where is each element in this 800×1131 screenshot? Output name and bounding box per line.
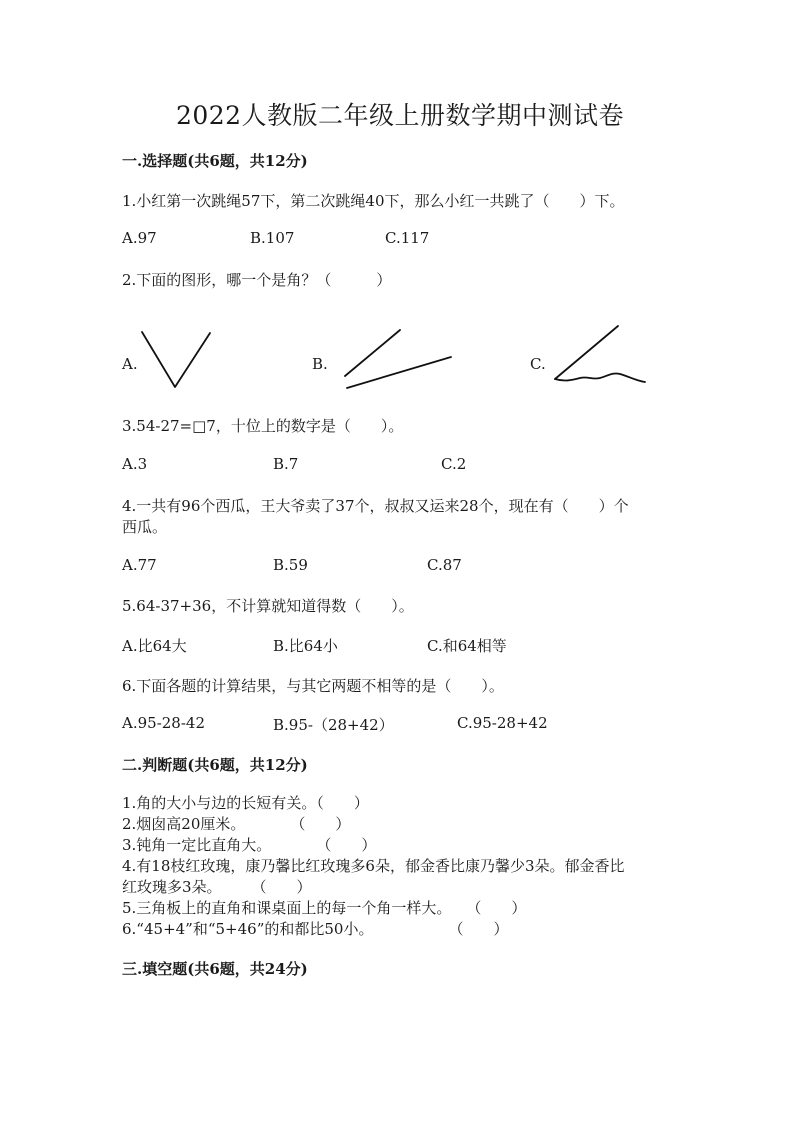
- question-1: 1.小红第一次跳绳57下，第二次跳绳40下，那么小红一共跳了（ ）下。: [122, 192, 625, 210]
- section-heading-fill-in: 三.填空题(共6题，共24分): [122, 960, 308, 978]
- figure-c-curve: [555, 326, 645, 382]
- option-3b: B.7: [273, 455, 299, 473]
- option-5a: A.比64大: [122, 637, 187, 655]
- option-1c: C.117: [385, 229, 430, 247]
- option-5c: C.和64相等: [427, 637, 507, 655]
- judge-item-4-line2: 红玫瑰多3朵。 （ ）: [122, 878, 312, 896]
- question-2: 2.下面的图形，哪一个是角？（ ）: [122, 271, 392, 289]
- option-2c: C.: [530, 355, 546, 373]
- judge-item-6: 6.“45+4”和“5+46”的和都比50小。 （ ）: [122, 920, 509, 938]
- option-4a: A.77: [122, 556, 157, 574]
- question-4-line1: 4.一共有96个西瓜，王大爷卖了37个，叔叔又运来28个，现在有（ ）个: [122, 497, 629, 515]
- section-heading-true-false: 二.判断题(共6题，共12分): [122, 756, 308, 774]
- option-3c: C.2: [441, 455, 467, 473]
- judge-item-4-line1: 4.有18枝红玫瑰，康乃馨比红玫瑰多6朵，郁金香比康乃馨少3朵。郁金香比: [122, 857, 625, 875]
- option-6a: A.95-28-42: [122, 714, 205, 732]
- option-2b: B.: [312, 355, 328, 373]
- option-1a: A.97: [122, 229, 157, 247]
- judge-item-3: 3.钝角一定比直角大。 （ ）: [122, 836, 377, 854]
- question-3: 3.54-27=□7，十位上的数字是（ ）。: [122, 417, 404, 435]
- question-5: 5.64-37+36，不计算就知道得数（ ）。: [122, 597, 414, 615]
- section-heading-choice: 一.选择题(共6题，共12分): [122, 152, 308, 170]
- option-4c: C.87: [427, 556, 462, 574]
- option-1b: B.107: [250, 229, 295, 247]
- judge-item-5: 5.三角板上的直角和课桌面上的每一个角一样大。 （ ）: [122, 899, 527, 917]
- question-4-line2: 西瓜。: [122, 518, 168, 536]
- page-title: 2022人教版二年级上册数学期中测试卷: [175, 101, 625, 130]
- option-2a: A.: [122, 355, 138, 373]
- judge-item-2: 2.烟囱高20厘米。 （ ）: [122, 815, 351, 833]
- option-6b: B.95-（28+42）: [273, 716, 394, 734]
- option-3a: A.3: [122, 455, 148, 473]
- question-6: 6.下面各题的计算结果，与其它两题不相等的是（ ）。: [122, 677, 504, 695]
- option-4b: B.59: [273, 556, 308, 574]
- option-5b: B.比64小: [273, 637, 338, 655]
- figure-a-angle: [142, 332, 210, 387]
- judge-item-1: 1.角的大小与边的长短有关。（ ）: [122, 794, 369, 812]
- option-6c: C.95-28+42: [457, 714, 548, 732]
- figure-b-lines: [345, 330, 451, 388]
